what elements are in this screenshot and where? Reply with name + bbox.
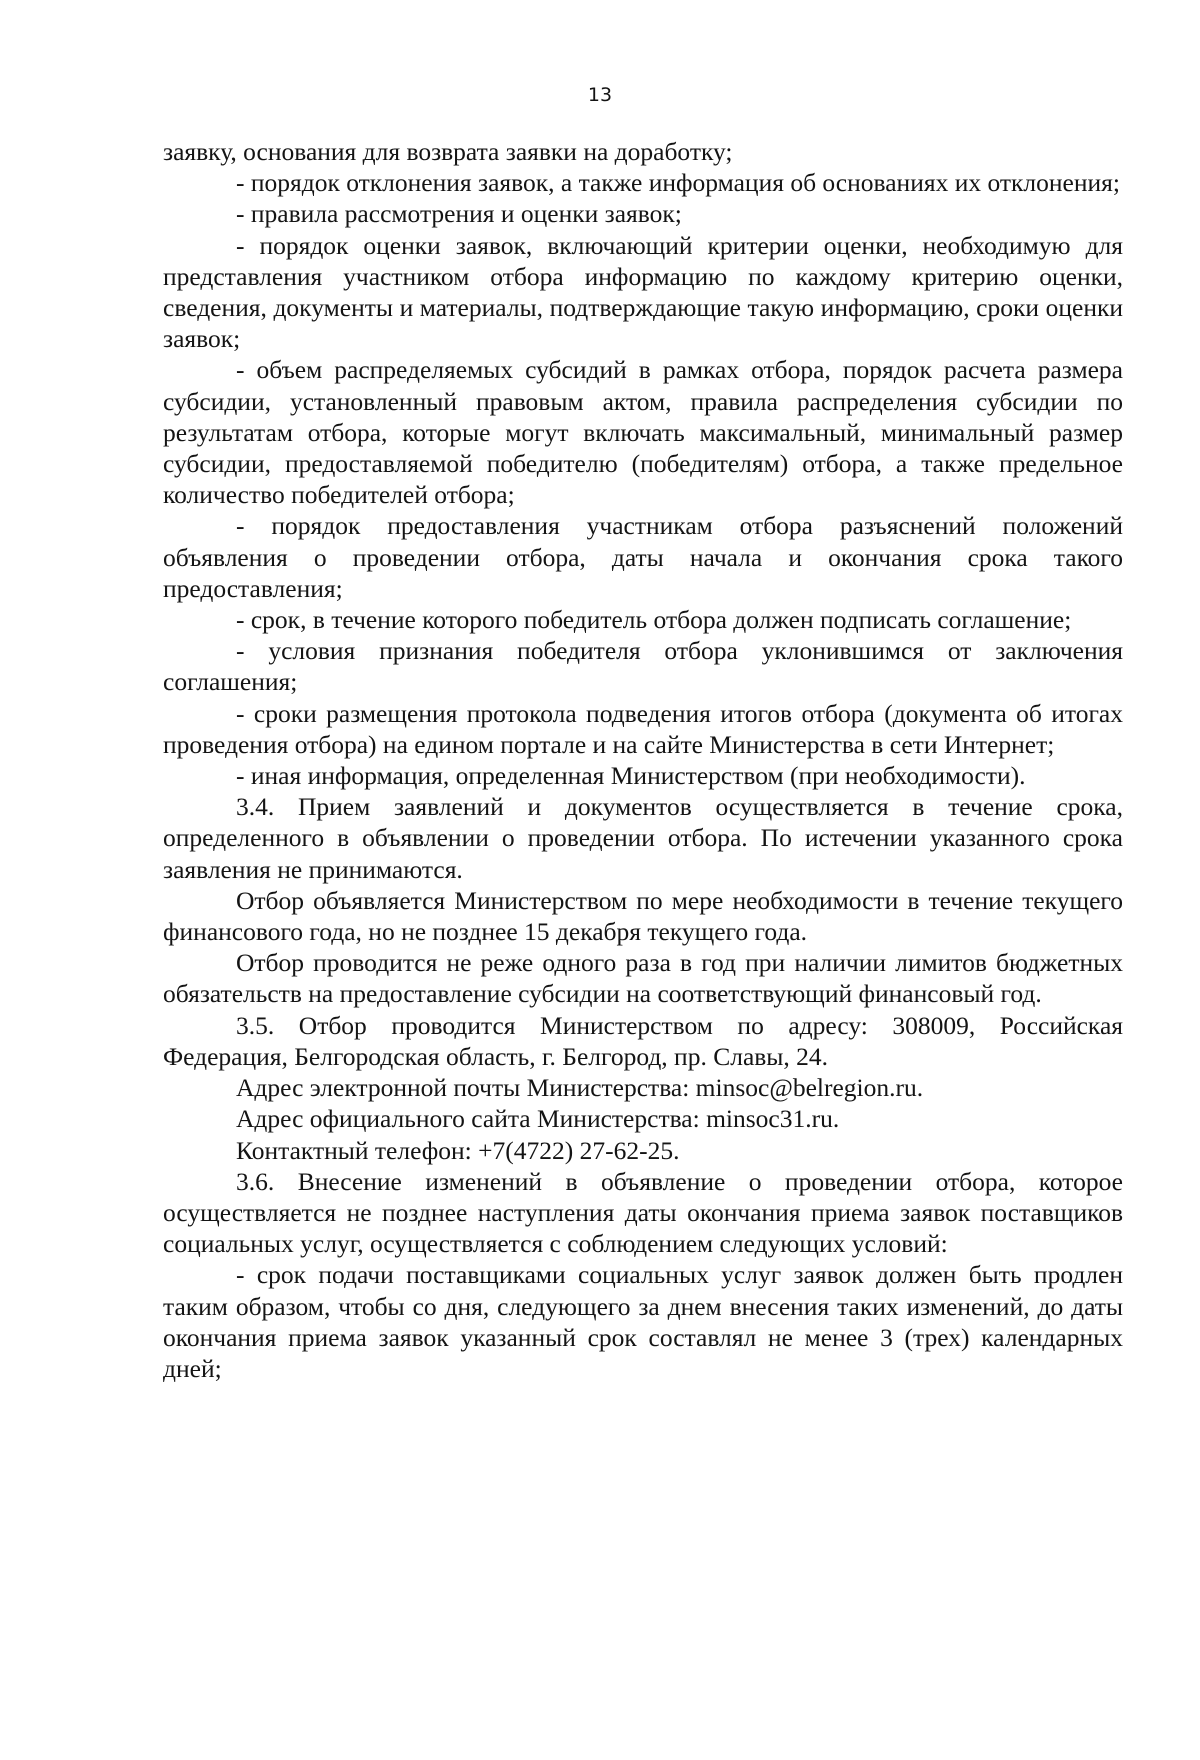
list-item-subsidy-volume: - объем распределяемых субсидий в рамках отбора, порядок расчета размера субсидии, установленный правовым актом, правила распределения субсидии по результатам отбора, которые могут включать максимальный, минимальный размер субсидии, предоставляемой победителю (победителям) отбора, а также предельное количество победителей отбора;: [163, 355, 1123, 510]
clause-3-5: 3.5. Отбор проводится Министерством по адресу: 308009, Российская Федерация, Белгородская область, г. Белгород, пр. Славы, 24.: [163, 1010, 1123, 1071]
list-item-signing-deadline: - срок, в течение которого победитель отбора должен подписать соглашение;: [236, 605, 1072, 635]
list-item-evaluation-procedure: - порядок оценки заявок, включающий критерии оценки, необходимую для представления участником отбора информацию по каждому критерию оценки, сведения, документы и материалы, подтверждающие такую информацию, сроки оценки заявок;: [163, 230, 1123, 354]
contact-phone: Контактный телефон: +7(4722) 27-62-25.: [236, 1135, 680, 1165]
contact-email: Адрес электронной почты Министерства: minsoc@belregion.ru.: [236, 1073, 924, 1103]
clause-3-6: 3.6. Внесение изменений в объявление о проведении отбора, которое осуществляется не позднее наступления даты окончания приема заявок поставщиков социальных услуг, осуществляется с соблюдением следующих условий:: [163, 1166, 1123, 1259]
list-item-clarifications: - порядок предоставления участникам отбора разъяснений положений объявления о проведении отбора, даты начала и окончания срока такого предоставления;: [163, 511, 1123, 603]
paragraph-frequency: Отбор проводится не реже одного раза в год при наличии лимитов бюджетных обязательств на предоставление субсидии на соответствующий финансовый год.: [163, 948, 1123, 1009]
list-item-rejection-procedure: - порядок отклонения заявок, а также информация об основаниях их отклонения;: [236, 168, 1120, 198]
list-item-deadline-extension: - срок подачи поставщиками социальных услуг заявок должен быть продлен таким образом, чтобы со дня, следующего за днем внесения таких изменений, до даты окончания приема заявок указанный срок составлял не менее 3 (трех) календарных дней;: [163, 1260, 1123, 1383]
list-item-protocol-publication: - сроки размещения протокола подведения итогов отбора (документа об итогах проведения отбора) на едином портале и на сайте Министерства в сети Интернет;: [163, 698, 1123, 759]
clause-3-4: 3.4. Прием заявлений и документов осуществляется в течение срока, определенного в объявлении о проведении отбора. По истечении указанного срока заявления не принимаются.: [163, 792, 1123, 884]
page-number: 13: [587, 84, 613, 106]
list-item-review-rules: - правила рассмотрения и оценки заявок;: [236, 199, 682, 229]
list-item-evasion-conditions: - условия признания победителя отбора уклонившимся от заключения соглашения;: [163, 636, 1123, 697]
paragraph-continuation: заявку, основания для возврата заявки на доработку;: [163, 137, 733, 166]
contact-website: Адрес официального сайта Министерства: minsoc31.ru.: [236, 1104, 840, 1134]
document-body: [163, 136, 1123, 1384]
list-item-other-info: - иная информация, определенная Министерством (при необходимости).: [236, 761, 1026, 791]
paragraph-announcement-timing: Отбор объявляется Министерством по мере необходимости в течение текущего финансового года, но не позднее 15 декабря текущего года.: [163, 885, 1123, 947]
